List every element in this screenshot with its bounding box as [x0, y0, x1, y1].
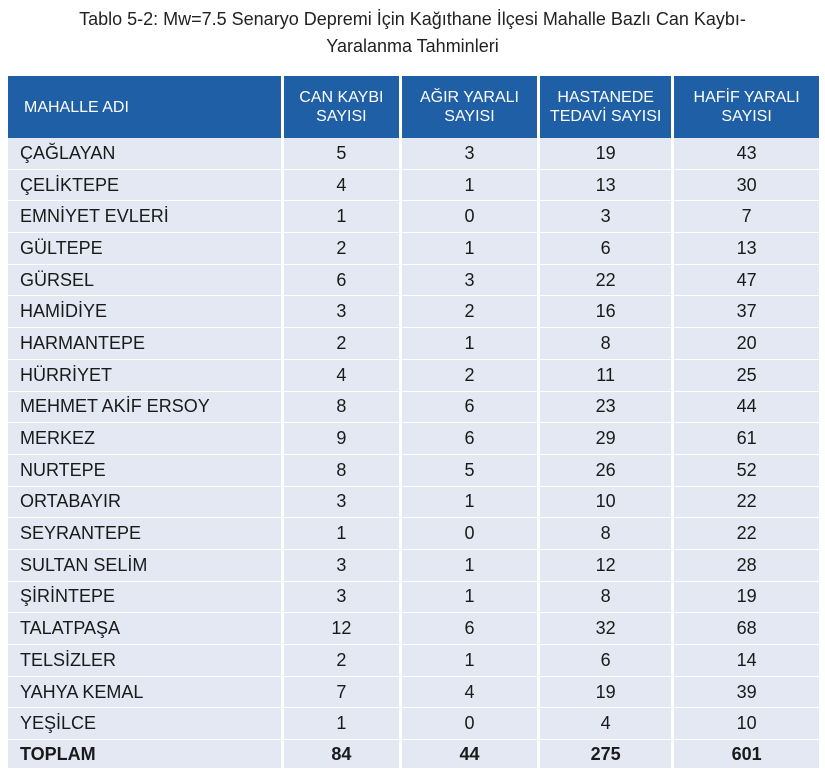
table-row [8, 676, 819, 708]
severe-injured-cell: 1 [400, 645, 538, 677]
deaths-cell: 3 [282, 581, 400, 613]
severe-injured-cell: 1 [400, 581, 538, 613]
hospital-treatment-cell: 16 [539, 296, 673, 328]
light-injured-cell: 39 [673, 676, 819, 708]
severe-injured-cell: 0 [400, 518, 538, 550]
severe-injured-cell: 3 [400, 264, 538, 296]
neighborhood-name-cell: ORTABAYIR [8, 486, 282, 518]
table-row [8, 518, 819, 550]
neighborhood-name-cell: YEŞİLCE [8, 708, 282, 740]
severe-injured-cell: 1 [400, 169, 538, 201]
table-row [8, 708, 819, 740]
hospital-treatment-cell: 8 [539, 518, 673, 550]
table-row [8, 138, 819, 169]
severe-injured-cell: 1 [400, 486, 538, 518]
total-row [8, 740, 819, 769]
hospital-treatment-cell: 23 [539, 391, 673, 423]
table-row [8, 454, 819, 486]
severe-injured-cell: 6 [400, 613, 538, 645]
hospital-treatment-cell: 6 [539, 233, 673, 265]
neighborhood-name-cell: MEHMET AKİF ERSOY [8, 391, 282, 423]
casualty-table-container [8, 76, 819, 768]
hospital-treatment-cell: 13 [539, 169, 673, 201]
header-deaths [282, 76, 400, 138]
hospital-treatment-cell: 26 [539, 454, 673, 486]
deaths-cell: 1 [282, 518, 400, 550]
hospital-treatment-cell: 29 [539, 423, 673, 455]
light-injured-cell: 28 [673, 549, 819, 581]
light-injured-cell: 61 [673, 423, 819, 455]
neighborhood-name-cell: TALATPAŞA [8, 613, 282, 645]
severe-injured-cell: 1 [400, 233, 538, 265]
total-light-injured: 601 [673, 740, 819, 769]
table-footer [8, 740, 819, 769]
table-row [8, 486, 819, 518]
neighborhood-name-cell: ŞİRİNTEPE [8, 581, 282, 613]
table-row [8, 169, 819, 201]
header-severe-injured [400, 76, 538, 138]
severe-injured-cell: 0 [400, 201, 538, 233]
deaths-cell: 9 [282, 423, 400, 455]
deaths-cell: 1 [282, 708, 400, 740]
total-hospital-treatment: 275 [539, 740, 673, 769]
table-row [8, 581, 819, 613]
deaths-cell: 3 [282, 486, 400, 518]
severe-injured-cell: 0 [400, 708, 538, 740]
header-light-injured [673, 76, 819, 138]
light-injured-cell: 30 [673, 169, 819, 201]
deaths-cell: 4 [282, 169, 400, 201]
table-row [8, 359, 819, 391]
light-injured-cell: 13 [673, 233, 819, 265]
light-injured-cell: 20 [673, 328, 819, 360]
deaths-cell: 12 [282, 613, 400, 645]
light-injured-cell: 25 [673, 359, 819, 391]
neighborhood-name-cell: TELSİZLER [8, 645, 282, 677]
table-body [8, 138, 819, 740]
header-neighborhood [8, 76, 282, 138]
neighborhood-name-cell: GÜLTEPE [8, 233, 282, 265]
severe-injured-cell: 1 [400, 549, 538, 581]
table-row [8, 391, 819, 423]
deaths-cell: 4 [282, 359, 400, 391]
deaths-cell: 7 [282, 676, 400, 708]
header-hospital-line1: HASTANEDE [557, 89, 654, 106]
light-injured-cell: 14 [673, 645, 819, 677]
table-row [8, 613, 819, 645]
header-row [8, 76, 819, 138]
neighborhood-name-cell: HARMANTEPE [8, 328, 282, 360]
hospital-treatment-cell: 19 [539, 138, 673, 169]
hospital-treatment-cell: 19 [539, 676, 673, 708]
total-label: TOPLAM [8, 740, 282, 769]
table-row [8, 233, 819, 265]
caption-line-2: Yaralanma Tahminleri [326, 36, 499, 56]
light-injured-cell: 22 [673, 486, 819, 518]
severe-injured-cell: 6 [400, 391, 538, 423]
neighborhood-name-cell: EMNİYET EVLERİ [8, 201, 282, 233]
hospital-treatment-cell: 8 [539, 328, 673, 360]
light-injured-cell: 37 [673, 296, 819, 328]
deaths-cell: 6 [282, 264, 400, 296]
neighborhood-name-cell: ÇAĞLAYAN [8, 138, 282, 169]
hospital-treatment-cell: 32 [539, 613, 673, 645]
table-row [8, 549, 819, 581]
header-light-line1: HAFİF YARALI [693, 89, 800, 106]
severe-injured-cell: 6 [400, 423, 538, 455]
neighborhood-name-cell: NURTEPE [8, 454, 282, 486]
light-injured-cell: 10 [673, 708, 819, 740]
header-deaths-line2: SAYISI [316, 108, 367, 125]
light-injured-cell: 52 [673, 454, 819, 486]
deaths-cell: 2 [282, 233, 400, 265]
light-injured-cell: 44 [673, 391, 819, 423]
casualty-table [8, 76, 819, 768]
neighborhood-name-cell: HÜRRİYET [8, 359, 282, 391]
severe-injured-cell: 2 [400, 359, 538, 391]
total-deaths: 84 [282, 740, 400, 769]
hospital-treatment-cell: 11 [539, 359, 673, 391]
deaths-cell: 8 [282, 391, 400, 423]
deaths-cell: 1 [282, 201, 400, 233]
severe-injured-cell: 1 [400, 328, 538, 360]
neighborhood-name-cell: SULTAN SELİM [8, 549, 282, 581]
header-hospital-line2: TEDAVİ SAYISI [549, 108, 662, 125]
header-light-line2: SAYISI [721, 108, 772, 125]
light-injured-cell: 47 [673, 264, 819, 296]
severe-injured-cell: 4 [400, 676, 538, 708]
table-caption [0, 6, 825, 60]
severe-injured-cell: 3 [400, 138, 538, 169]
light-injured-cell: 7 [673, 201, 819, 233]
deaths-cell: 2 [282, 645, 400, 677]
hospital-treatment-cell: 12 [539, 549, 673, 581]
hospital-treatment-cell: 4 [539, 708, 673, 740]
neighborhood-name-cell: YAHYA KEMAL [8, 676, 282, 708]
deaths-cell: 5 [282, 138, 400, 169]
hospital-treatment-cell: 10 [539, 486, 673, 518]
hospital-treatment-cell: 6 [539, 645, 673, 677]
header-severe-line1: AĞIR YARALI [419, 89, 519, 106]
total-severe-injured: 44 [400, 740, 538, 769]
hospital-treatment-cell: 8 [539, 581, 673, 613]
header-neighborhood-label: MAHALLE ADI [24, 98, 129, 116]
light-injured-cell: 22 [673, 518, 819, 550]
header-deaths-line1: CAN KAYBI [299, 89, 384, 106]
table-row [8, 423, 819, 455]
light-injured-cell: 68 [673, 613, 819, 645]
light-injured-cell: 43 [673, 138, 819, 169]
deaths-cell: 2 [282, 328, 400, 360]
table-row [8, 264, 819, 296]
table-row [8, 328, 819, 360]
table-row [8, 201, 819, 233]
table-row [8, 296, 819, 328]
neighborhood-name-cell: MERKEZ [8, 423, 282, 455]
header-hospital-treatment [539, 76, 673, 138]
neighborhood-name-cell: ÇELİKTEPE [8, 169, 282, 201]
header-severe-line2: SAYISI [444, 108, 495, 125]
deaths-cell: 8 [282, 454, 400, 486]
deaths-cell: 3 [282, 549, 400, 581]
severe-injured-cell: 2 [400, 296, 538, 328]
caption-line-1: Tablo 5-2: Mw=7.5 Senaryo Depremi İçin Kağıthane İlçesi Mahalle Bazlı Can Kaybı- [79, 9, 746, 29]
severe-injured-cell: 5 [400, 454, 538, 486]
neighborhood-name-cell: SEYRANTEPE [8, 518, 282, 550]
table-header [8, 76, 819, 138]
deaths-cell: 3 [282, 296, 400, 328]
table-row [8, 645, 819, 677]
neighborhood-name-cell: GÜRSEL [8, 264, 282, 296]
hospital-treatment-cell: 22 [539, 264, 673, 296]
hospital-treatment-cell: 3 [539, 201, 673, 233]
light-injured-cell: 19 [673, 581, 819, 613]
neighborhood-name-cell: HAMİDİYE [8, 296, 282, 328]
